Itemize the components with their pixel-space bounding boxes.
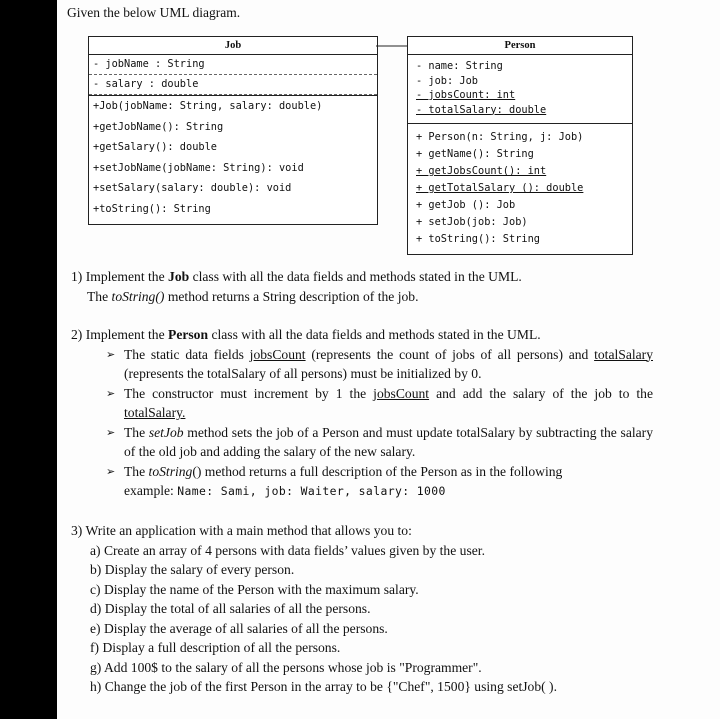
person-method: + Person(n: String, j: Job) xyxy=(416,131,584,143)
q2-bullet-2 xyxy=(104,384,653,423)
q2-b1-pre: The static data fields xyxy=(124,346,250,362)
q2-b2-u1: jobsCount xyxy=(373,385,430,401)
question-3 xyxy=(71,521,671,697)
job-method: +getJobName(): String xyxy=(93,120,224,133)
q2-b4-pre: The xyxy=(124,463,149,479)
person-method: + getJobsCount(): int xyxy=(416,165,547,177)
person-method: + getJob (): Job xyxy=(416,199,516,211)
intro-text: Given the below UML diagram. xyxy=(67,5,241,20)
person-class-box xyxy=(407,36,633,255)
q3-item: e) Display the average of all salaries of all the persons. xyxy=(90,620,388,636)
job-class-title: Job xyxy=(89,37,377,55)
job-fields-section xyxy=(89,55,377,96)
q3-item: b) Display the salary of every person. xyxy=(90,562,295,577)
person-field: - job: Job xyxy=(416,74,478,87)
q3-title: 3) Write an application with a main method that allows you to: xyxy=(71,523,412,538)
q2-b4-post: () method returns a full description of the Person as in the following xyxy=(192,463,563,479)
q2-b3-method: setJob xyxy=(148,424,184,440)
q2-b4-method: toString xyxy=(148,463,193,479)
document-page xyxy=(57,0,720,719)
q1-text: class with all the data fields and methods stated in the UML. xyxy=(189,269,522,284)
job-method: +Job(jobName: String, salary: double) xyxy=(93,100,323,112)
q1-line2-pre: The xyxy=(87,288,112,304)
q3-item: a) Create an array of 4 persons with data fields’ values given by the user. xyxy=(90,542,485,558)
q2-bullet-3 xyxy=(104,423,653,462)
q2-text: class with all the data fields and methods stated in the UML. xyxy=(208,327,541,342)
job-field: - jobName : String xyxy=(89,55,377,75)
q2-b1-u2: totalSalary xyxy=(594,346,653,362)
q3-item: h) Change the job of the first Person in the array to be {"Chef", 1500} using setJob( ). xyxy=(90,679,557,694)
q2-b1-mid: (represents the count of jobs of all persons) and xyxy=(305,346,595,362)
q1-prefix: 1) Implement the xyxy=(71,269,169,284)
q2-b1-post: (represents the totalSalary of all persons) must be initialized by 0. xyxy=(124,366,482,381)
job-method: +setSalary(salary: double): void xyxy=(93,182,292,194)
job-field: - salary : double xyxy=(89,75,377,95)
q3-item: d) Display the total of all salaries of all the persons. xyxy=(90,601,371,616)
q2-b1-u1: jobsCount xyxy=(249,346,306,362)
q2-example-code: Name: Sami, job: Waiter, salary: 1000 xyxy=(177,484,446,498)
person-field: - totalSalary: double xyxy=(416,103,547,116)
question-2 xyxy=(71,325,653,502)
person-fields-section xyxy=(408,55,632,124)
q3-item: g) Add 100$ to the salary of all the persons whose job is "Programmer". xyxy=(90,659,482,675)
q2-b2-pre: The constructor must increment by 1 the xyxy=(124,385,374,401)
job-method: +toString(): String xyxy=(93,202,211,215)
person-method: + setJob(job: Job) xyxy=(416,216,528,228)
q2-b2-u2: totalSalary. xyxy=(124,405,186,420)
q2-class-name: Person xyxy=(168,327,209,342)
q1-class-name: Job xyxy=(168,269,190,284)
q2-bullet-1 xyxy=(104,345,653,384)
job-class-box xyxy=(88,36,378,225)
arrow-bullet-icon: ➢ xyxy=(106,464,116,478)
job-methods-section xyxy=(89,96,377,219)
person-method: + getTotalSalary (): double xyxy=(416,182,584,194)
arrow-bullet-icon: ➢ xyxy=(106,425,116,439)
person-field: - name: String xyxy=(416,60,503,72)
q2-prefix: 2) Implement the xyxy=(71,327,169,342)
person-class-title: Person xyxy=(408,37,632,55)
q2-b3-pre: The xyxy=(124,424,149,440)
q3-item: c) Display the name of the Person with the maximum salary. xyxy=(90,581,419,597)
question-1 xyxy=(71,267,671,306)
arrow-bullet-icon: ➢ xyxy=(106,386,116,400)
q2-b2-mid: and add the salary of the job to the xyxy=(429,385,654,401)
q1-line2-method: toString() xyxy=(111,288,165,304)
arrow-bullet-icon: ➢ xyxy=(106,347,116,361)
q1-line2-post: method returns a String description of the job. xyxy=(164,288,419,304)
job-method: +setJobName(jobName: String): void xyxy=(93,161,304,174)
person-methods-section xyxy=(408,124,632,248)
q2-b3-post: method sets the job of a Person and must update totalSalary by subtracting the salary of the old job and adding the salary of the new salary. xyxy=(124,424,653,459)
person-method: + toString(): String xyxy=(416,233,540,245)
q2-example-label: example: xyxy=(124,483,178,498)
job-method: +getSalary(): double xyxy=(93,141,217,153)
q2-bullet-4 xyxy=(104,462,653,502)
q3-item: f) Display a full description of all the persons. xyxy=(90,640,341,655)
person-field: - jobsCount: int xyxy=(416,89,516,101)
person-method: + getName(): String xyxy=(416,148,534,160)
